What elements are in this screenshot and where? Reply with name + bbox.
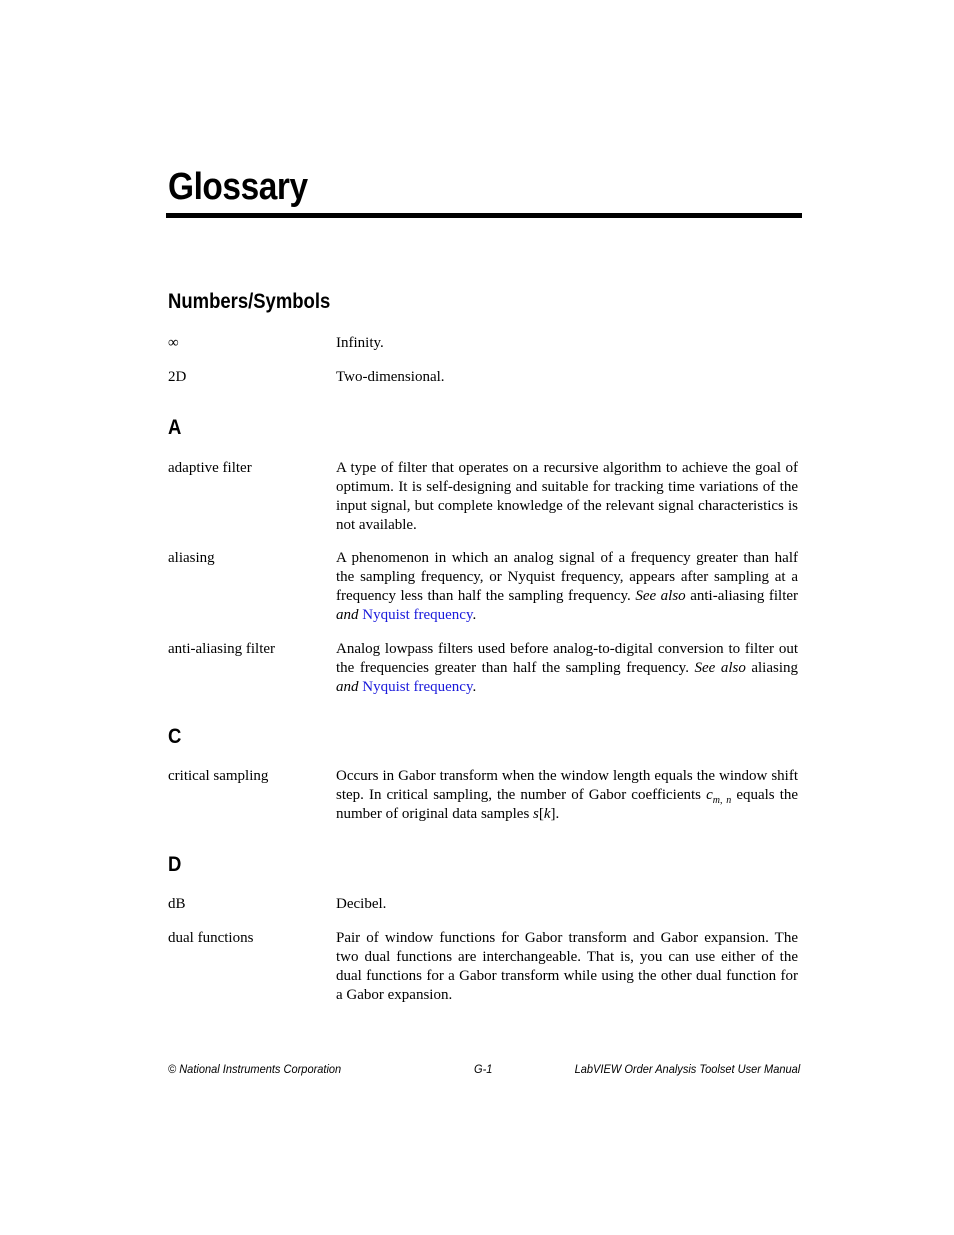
gabor-coefficient-symbol: c xyxy=(706,787,713,803)
title-rule xyxy=(166,213,802,218)
glossary-term-db: dB xyxy=(168,896,186,912)
nyquist-frequency-link[interactable]: Nyquist frequency xyxy=(362,679,473,695)
cross-reference: aliasing xyxy=(751,660,799,676)
glossary-definition-critical-sampling: Occurs in Gabor transform when the window length equals the window shift step. In critical sampling, the number of Gabor coefficients $c_{m, n}$ equals the number of original data samples s[k]. xyxy=(336,768,799,822)
definition-text: equals the number of original data samples xyxy=(336,787,799,822)
and-label: and xyxy=(336,679,359,695)
nyquist-frequency-link[interactable]: Nyquist frequency xyxy=(362,607,473,623)
glossary-term-critical-sampling: critical sampling xyxy=(168,768,269,784)
glossary-term-dual-functions: dual functions xyxy=(168,930,254,946)
definition-text: A phenomenon in which an analog signal of a frequency greater than half the sampling frequency, or Nyquist frequency, appears after sampling at a frequency less than half the sampling frequency. xyxy=(336,550,798,604)
sample-symbol: s xyxy=(533,806,539,822)
glossary-term-2d: 2D xyxy=(168,369,187,385)
footer-manual-title: LabVIEW Order Analysis Toolset User Manual xyxy=(574,1062,800,1076)
see-also-label: See also xyxy=(635,588,686,604)
glossary-definition-anti-aliasing-filter: Analog lowpass filters used before analog-to-digital conversion to filter out the frequencies greater than half the sampling frequency. See also aliasing and Nyquist frequency. xyxy=(336,641,799,695)
footer-copyright: © National Instruments Corporation xyxy=(168,1062,342,1076)
footer-page-number: G-1 xyxy=(474,1062,493,1076)
glossary-definition-2d: Two-dimensional. xyxy=(336,369,445,385)
glossary-term-adaptive-filter: adaptive filter xyxy=(168,460,252,476)
and-label: and xyxy=(336,607,359,623)
glossary-definition-db: Decibel. xyxy=(336,896,387,912)
glossary-definition-infinity: Infinity. xyxy=(336,335,384,351)
glossary-term-anti-aliasing-filter: anti-aliasing filter xyxy=(168,641,276,657)
sample-index: k xyxy=(543,806,551,822)
section-heading-numbers-symbols: Numbers/Symbols xyxy=(168,290,331,313)
section-heading-c: C xyxy=(168,725,182,748)
glossary-definition-aliasing: A phenomenon in which an analog signal of a frequency greater than half the sampling frequency, or Nyquist frequency, appears after sampling at a frequency less than half the sampling frequency. See also anti-aliasing filter and Nyquist frequency. xyxy=(336,550,799,623)
section-heading-d: D xyxy=(168,853,182,876)
gabor-coefficient-subscript: m, n xyxy=(712,795,732,806)
glossary-term-aliasing: aliasing xyxy=(168,550,215,566)
cross-reference: anti-aliasing filter xyxy=(690,588,799,604)
definition-text: Analog lowpass filters used before analog-to-digital conversion to filter out the frequencies greater than half the sampling frequency. xyxy=(336,641,798,676)
section-heading-a: A xyxy=(168,416,182,439)
page-title: Glossary xyxy=(168,166,308,208)
glossary-term-infinity: ∞ xyxy=(168,335,179,351)
see-also-label: See also xyxy=(694,660,746,676)
glossary-definition-adaptive-filter: A type of filter that operates on a recursive algorithm to achieve the goal of optimum. It is self-designing and suitable for tracking time variations of the input signal, but complete knowledge of the relevant signal characteristics is not available. xyxy=(336,460,798,533)
glossary-definition-dual-functions: Pair of window functions for Gabor transform and Gabor expansion. The two dual functions are interchangeable. That is, you can use either of the dual functions for a Gabor transform while using the other dual function for a Gabor expansion. xyxy=(336,930,798,1003)
definition-text: Occurs in Gabor transform when the window length equals the window shift step. In critical sampling, the number of Gabor coefficients xyxy=(336,768,798,803)
